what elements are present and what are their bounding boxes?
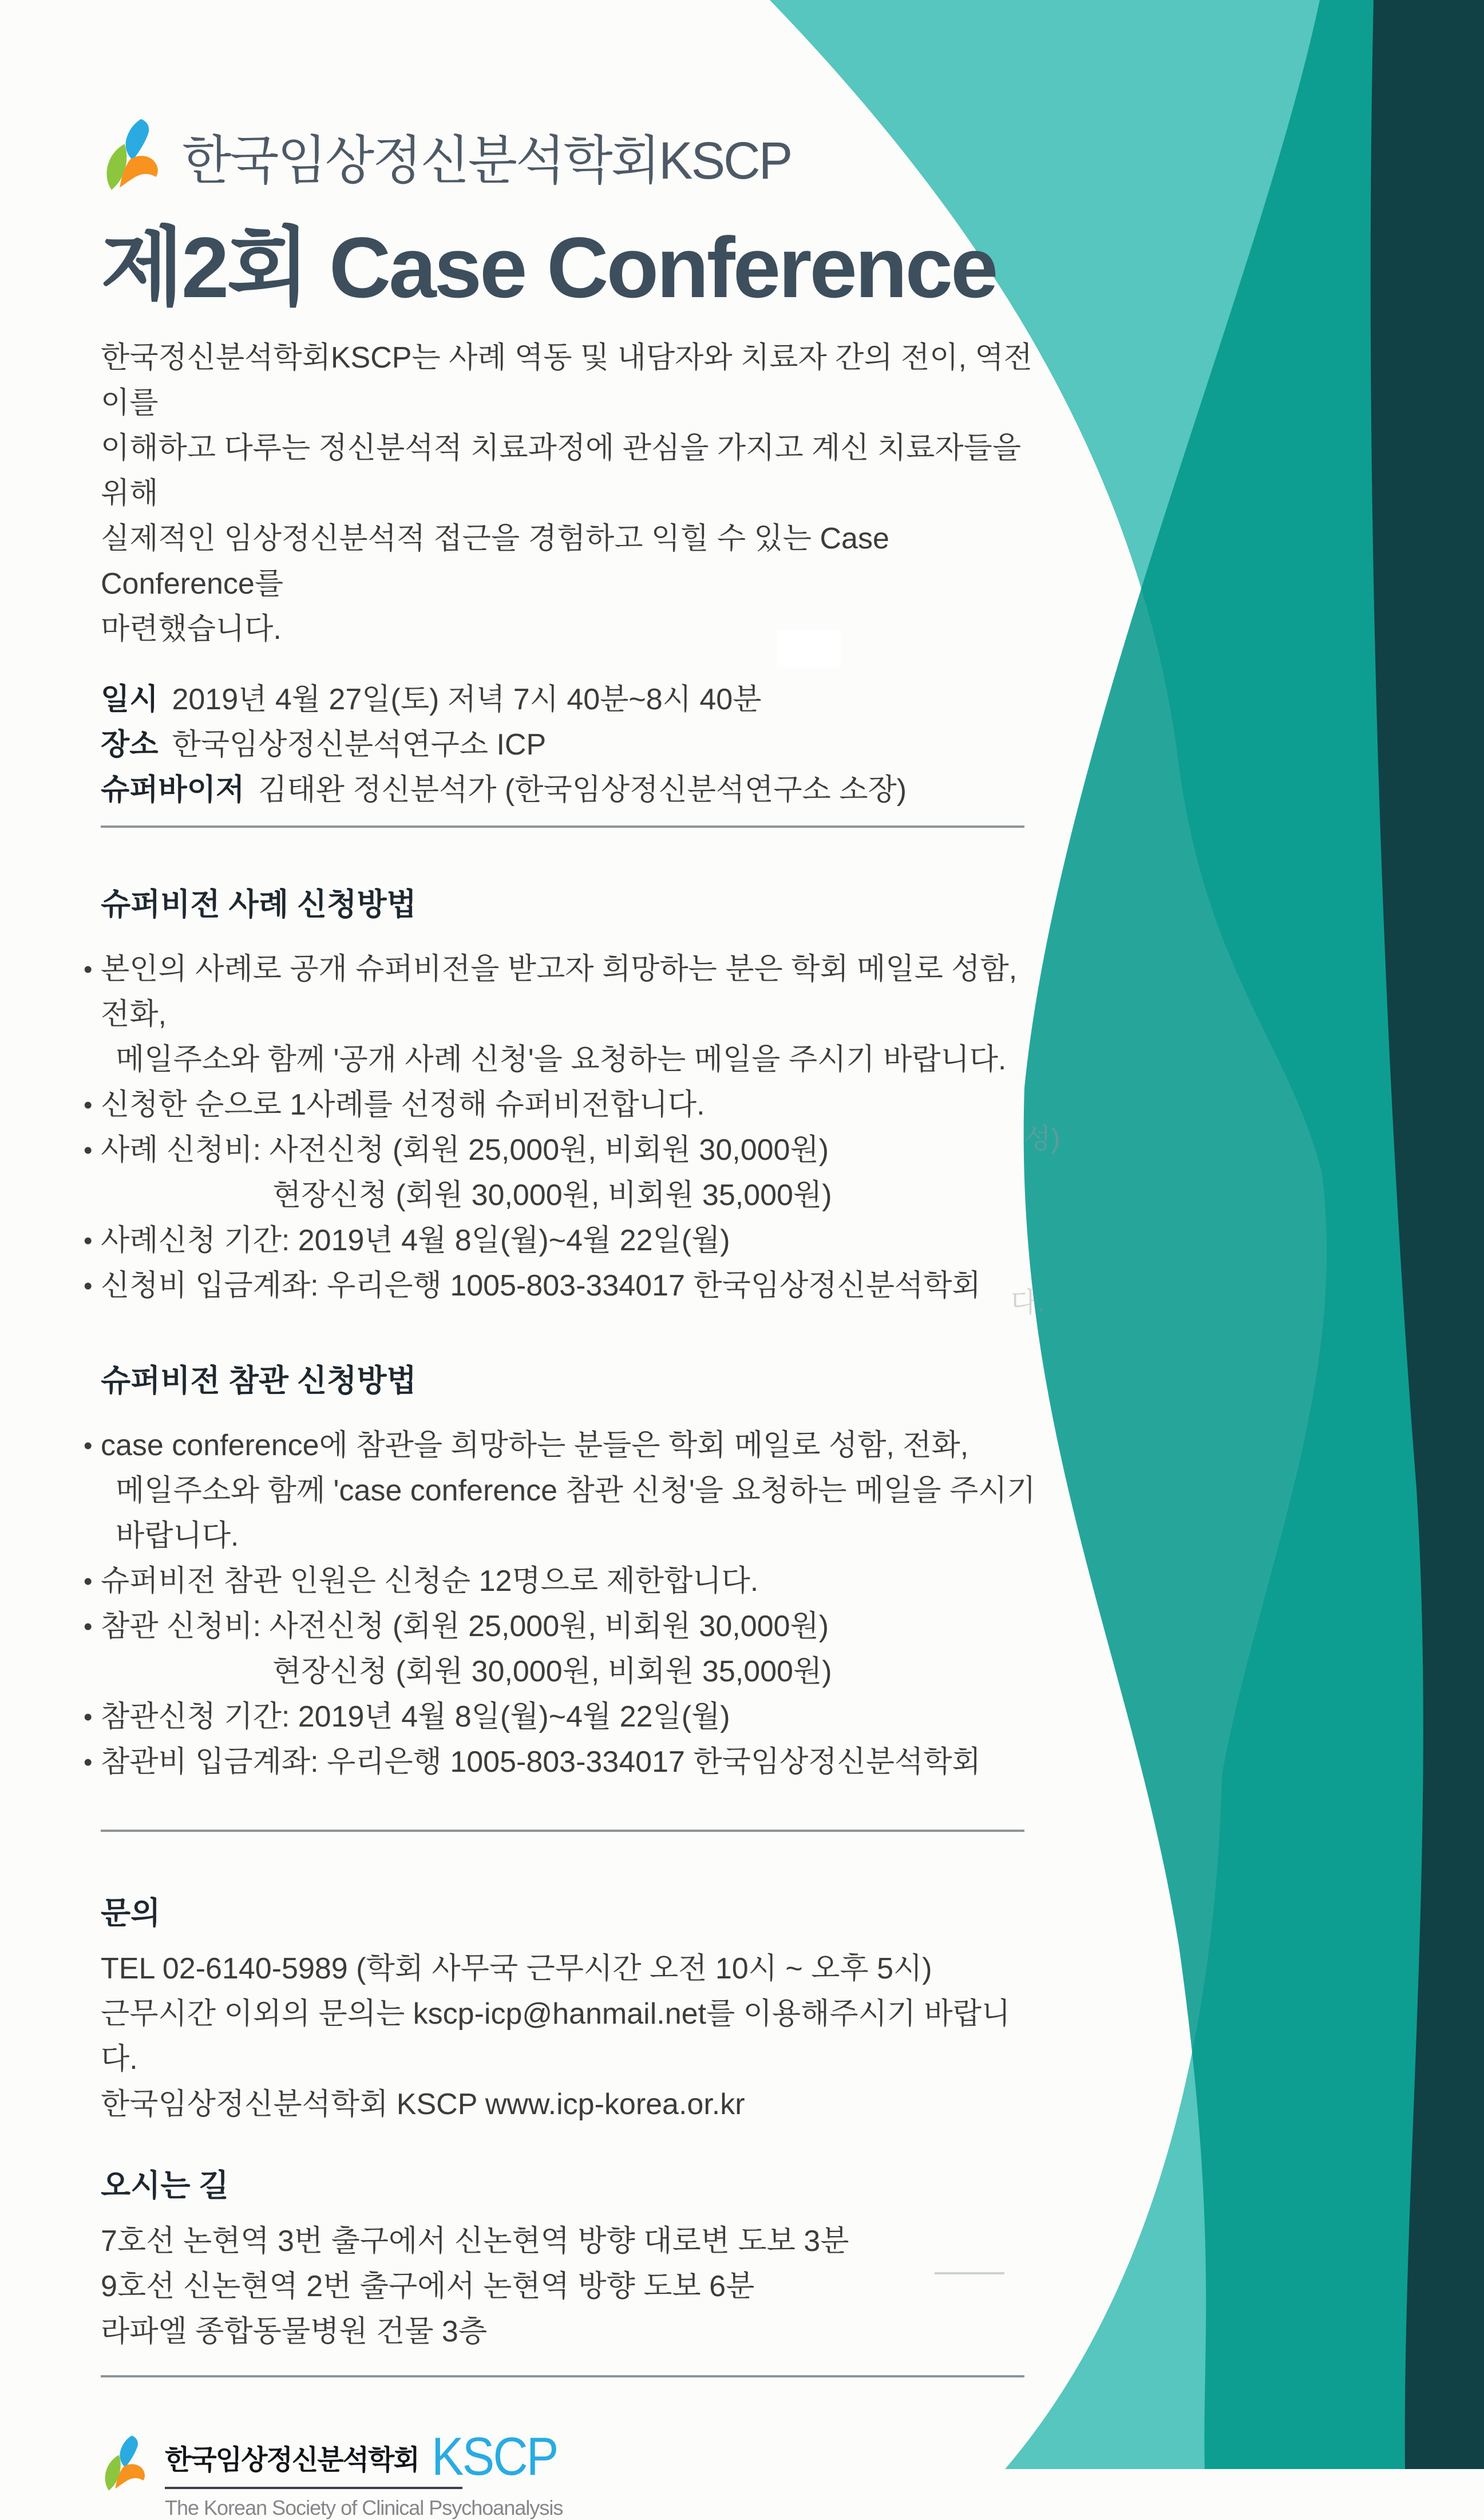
directions-lines	[101, 2219, 1039, 2355]
section-heading-contact: 문의	[101, 1896, 161, 1930]
intro-paragraph	[101, 335, 1039, 652]
detail-value: 한국임상정신분석연구소 ICP	[172, 728, 547, 761]
footer-text-block	[165, 2426, 571, 2520]
divider	[101, 2375, 1024, 2377]
footer-brand	[101, 2426, 1039, 2520]
divider	[101, 1830, 1024, 1832]
poster-content	[101, 118, 1039, 2520]
list-item: • case conference에 참관을 희망하는 분들은 학회 메일로 성함, 전화,	[101, 1423, 1039, 1468]
list-item: • 참관 신청비: 사전신청 (회원 25,000원, 비회원 30,000원)	[101, 1604, 1039, 1649]
detail-row	[101, 722, 1039, 768]
list-item: • 참관비 입금계좌: 우리은행 1005-803-334017 한국임상정신분석학회	[101, 1740, 1039, 1785]
footer-name-row	[165, 2426, 571, 2486]
footer-rule	[165, 2487, 462, 2489]
footer-org-abbr: KSCP	[431, 2426, 557, 2486]
footer-org-english: The Korean Society of Clinical Psychoanalysis	[165, 2496, 563, 2520]
header-brand	[101, 118, 1039, 195]
contact-line: 근무시간 이외의 문의는 kscp-icp@hanmail.net를 이용해주시기 바랍니다.	[101, 1997, 1011, 2076]
section-heading-directions: 오시는 길	[101, 2169, 229, 2203]
intro-line: 실제적인 임상정신분석적 접근을 경험하고 익힐 수 있는 Case Conference를	[101, 522, 889, 601]
list-item: • 신청한 순으로 1사례를 선정해 슈퍼비전합니다.	[101, 1083, 1039, 1128]
detail-row	[101, 677, 1039, 722]
list-item: • 참관신청 기간: 2019년 4월 8일(월)~4월 22일(월)	[101, 1695, 1039, 1740]
list-item: • 사례 신청비: 사전신청 (회원 25,000원, 비회원 30,000원)	[101, 1128, 1039, 1173]
footer-org-korean: 한국임상정신분석학회	[165, 2445, 419, 2476]
contact-line: 한국임상정신분석학회 KSCP www.icp-korea.or.kr	[101, 2088, 745, 2121]
divider	[101, 825, 1024, 828]
directions-line: 라파엘 종합동물병원 건물 3층	[101, 2315, 488, 2348]
list-item: • 본인의 사례로 공개 슈퍼비전을 받고자 희망하는 분은 학회 메일로 성함, 전화,	[101, 947, 1039, 1037]
contact-lines	[101, 1946, 1039, 2127]
detail-label: 일시	[101, 683, 159, 716]
intro-line: 이해하고 다루는 정신분석적 치료과정에 관심을 가지고 계신 치료자들을 위해	[101, 432, 1022, 510]
section-heading-observe: 슈퍼비전 참관 신청방법	[101, 1364, 417, 1398]
kscp-logo-icon	[101, 2435, 150, 2494]
detail-label: 장소	[101, 728, 159, 761]
event-details	[101, 677, 1039, 813]
list-item: • 신청비 입금계좌: 우리은행 1005-803-334017 한국임상정신분석학회	[101, 1263, 1039, 1309]
section-heading-case: 슈퍼비전 사례 신청방법	[101, 887, 417, 922]
org-wordmark: 한국임상정신분석학회KSCP	[182, 132, 792, 190]
page-title: 제2회 Case Conference	[101, 219, 996, 315]
observe-apply-list	[101, 1423, 1039, 1785]
list-item: • 슈퍼비전 참관 인원은 신청순 12명으로 제한합니다.	[101, 1559, 1039, 1604]
ghost-text-artifact: 다.	[1011, 1287, 1045, 1318]
ghost-text-artifact: 성)	[1024, 1124, 1060, 1154]
list-item: 메일주소와 함께 '공개 사례 신청'을 요청하는 메일을 주시기 바랍니다.	[116, 1043, 1007, 1076]
intro-line: 마련했습니다.	[101, 613, 282, 646]
list-item: 메일주소와 함께 'case conference 참관 신청'을 요청하는 메일을 주시기 바랍니다.	[116, 1474, 1036, 1553]
case-apply-list	[101, 947, 1039, 1309]
directions-line: 7호선 논현역 3번 출구에서 신논현역 방향 대로변 도보 3분	[101, 2225, 849, 2258]
detail-value: 2019년 4월 27일(토) 저녁 7시 40분~8시 40분	[172, 683, 762, 716]
list-item: 현장신청 (회원 30,000원, 비회원 35,000원)	[272, 1179, 832, 1212]
detail-value: 김태완 정신분석가 (한국임상정신분석연구소 소장)	[258, 773, 907, 807]
contact-line: TEL 02-6140-5989 (학회 사무국 근무시간 오전 10시 ~ 오후 5시)	[101, 1952, 932, 1985]
list-item: 현장신청 (회원 30,000원, 비회원 35,000원)	[272, 1655, 832, 1688]
directions-line: 9호선 신논현역 2번 출구에서 논현역 방향 도보 6분	[101, 2270, 755, 2303]
intro-line: 한국정신분석학회KSCP는 사례 역동 및 내담자와 치료자 간의 전이, 역전이를	[101, 341, 1032, 420]
detail-label: 슈퍼바이저	[101, 773, 245, 807]
kscp-logo-icon	[101, 118, 165, 195]
detail-row	[101, 768, 1039, 813]
list-item: • 사례신청 기간: 2019년 4월 8일(월)~4월 22일(월)	[101, 1218, 1039, 1263]
